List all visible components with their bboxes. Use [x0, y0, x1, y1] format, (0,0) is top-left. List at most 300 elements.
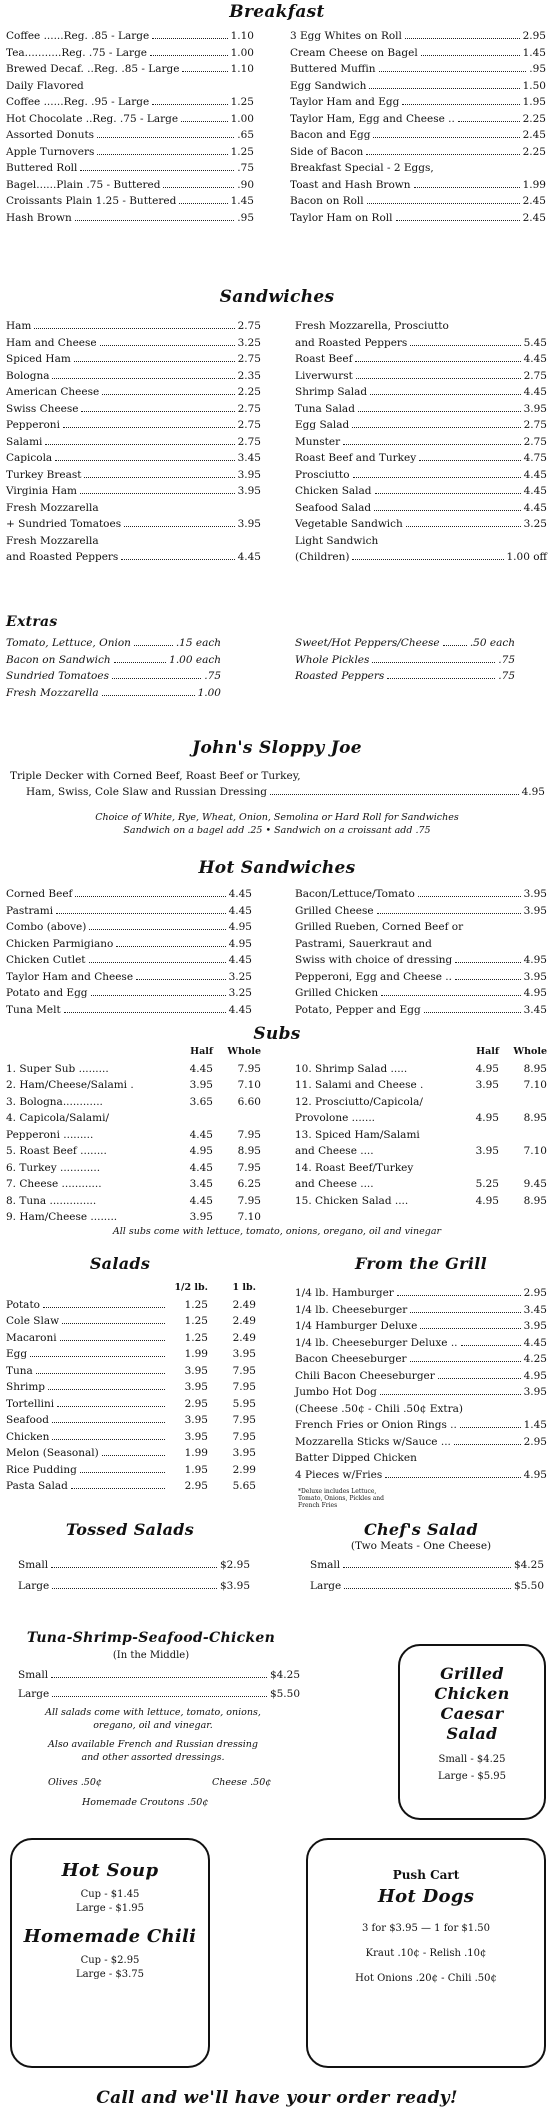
salad-note-line: and other assorted dressings.	[81, 1752, 225, 1763]
dot-leader	[89, 961, 226, 963]
dot-leader	[150, 54, 228, 56]
menu-item-row	[295, 1384, 547, 1401]
tuna-sub: (In the Middle)	[112, 1650, 190, 1661]
whole-price: 7.10	[237, 1211, 261, 1223]
salads-table	[6, 1280, 256, 1495]
dot-leader	[374, 509, 521, 511]
dot-leader	[369, 87, 519, 89]
item-price: 2.75	[523, 369, 547, 382]
dot-leader	[410, 1360, 521, 1362]
tossed-large-row	[18, 1578, 250, 1595]
price: $5.50	[513, 1579, 544, 1592]
item-name: 1/4 lb. Cheeseburger Deluxe ..	[295, 1336, 458, 1349]
menu-item-row	[295, 500, 547, 517]
menu-item-row	[295, 401, 547, 418]
item-name: 1/4 lb. Hamburger	[295, 1287, 394, 1299]
dot-leader	[455, 961, 520, 963]
item-price: 4.45	[228, 954, 252, 966]
salad-row	[6, 1429, 256, 1446]
dot-leader	[461, 1344, 521, 1346]
lb-price: 2.49	[232, 1298, 256, 1311]
item-price: 3.25	[237, 336, 261, 349]
whole-price: 7.10	[523, 1079, 547, 1091]
item-name: Bacon Cheeseburger	[295, 1353, 407, 1365]
menu-item-row	[295, 368, 547, 385]
item-price: 2.25	[237, 386, 261, 398]
dot-leader	[370, 393, 520, 395]
lb-price: 7.95	[232, 1364, 256, 1377]
half-header: Half	[190, 1046, 213, 1057]
dot-leader	[121, 558, 234, 560]
sub-name: 6. Turkey ............	[6, 1161, 101, 1174]
sloppy-note2: Sandwich on a bagel add .25 • Sandwich on a croissant add .75	[123, 825, 431, 836]
sub-row	[295, 1077, 547, 1094]
size-label: Large	[310, 1579, 342, 1592]
salad-note-line: Also available French and Russian dressing	[47, 1739, 259, 1750]
menu-item-row	[6, 160, 254, 177]
menu-item-row	[6, 111, 254, 128]
item-price: 1.00	[197, 686, 221, 699]
item-price: 2.95	[522, 30, 546, 42]
tossed-small-row	[18, 1557, 250, 1574]
item-price: 2.35	[237, 369, 261, 382]
item-name: Croissants Plain 1.25 - Buttered	[6, 195, 177, 207]
item-name: Virginia Ham	[6, 485, 77, 497]
item-name: Light Sandwich	[295, 534, 379, 547]
salads-list	[6, 1297, 256, 1495]
item-name: Roasted Peppers	[295, 670, 385, 682]
whole-price: 8.95	[237, 1145, 261, 1157]
item-price: 4.45	[523, 501, 547, 514]
lb-price: 7.95	[232, 1381, 256, 1393]
item-name: Shrimp Salad	[295, 386, 368, 398]
salad-name: Cole Slaw	[6, 1315, 60, 1327]
half-lb-price: 1.99	[184, 1447, 208, 1459]
item-name: Ham and Cheese	[6, 336, 97, 349]
menu-item-row	[6, 450, 261, 467]
item-name: Chicken Cutlet	[6, 954, 86, 966]
item-price: .75	[237, 162, 254, 174]
sub-name: 3. Bologna............	[6, 1095, 103, 1108]
menu-item-row	[6, 177, 254, 194]
menu-item-row	[6, 335, 261, 352]
salad-name: Seafood	[6, 1414, 49, 1426]
price: $2.95	[219, 1559, 250, 1571]
item-name: 1/4 lb. Cheeseburger	[295, 1303, 408, 1316]
salad-row	[6, 1462, 256, 1479]
item-name: Capicola	[6, 452, 53, 464]
salad-row	[6, 1346, 256, 1363]
item-price: 3.95	[523, 1386, 547, 1398]
dot-leader	[75, 895, 225, 897]
dot-leader	[356, 377, 521, 379]
dot-leader	[116, 945, 225, 947]
item-price: 1.45	[230, 195, 254, 207]
menu-item-row	[6, 668, 221, 685]
menu-item-row	[6, 368, 261, 385]
price: $4.25	[513, 1559, 544, 1571]
item-name: Turkey Breast	[6, 468, 82, 481]
dot-leader	[52, 1695, 267, 1697]
half-price: 3.95	[189, 1211, 213, 1223]
item-price: 4.45	[523, 485, 547, 497]
dot-leader	[377, 912, 521, 914]
dot-leader	[97, 136, 234, 138]
half-price: 4.95	[475, 1112, 499, 1124]
sub-name: and Cheese ....	[295, 1145, 374, 1157]
item-name: Egg Sandwich	[290, 79, 367, 92]
menu-item-row	[295, 549, 547, 566]
item-name: Taylor Ham and Egg	[290, 96, 400, 108]
dot-leader	[91, 994, 226, 996]
hot-left-list	[6, 886, 252, 1018]
dot-leader	[353, 476, 521, 478]
lb-price: 5.95	[232, 1397, 256, 1410]
dot-leader	[358, 410, 521, 412]
whole-price: 7.95	[237, 1062, 261, 1075]
lb-price: 7.95	[232, 1414, 256, 1426]
item-name: Seafood Salad	[295, 501, 372, 514]
size-label: Small	[18, 1669, 49, 1681]
menu-item-row	[295, 434, 547, 451]
item-price: 4.45	[523, 353, 547, 365]
dot-leader	[414, 186, 520, 188]
menu-item-row	[295, 1467, 547, 1484]
item-price: 1.00 each	[169, 653, 221, 666]
half-price: 4.45	[189, 1161, 213, 1174]
item-price: 1.25	[230, 145, 254, 158]
half-header: Half	[476, 1046, 499, 1057]
dot-leader	[136, 978, 226, 980]
item-price: 3.95	[237, 518, 261, 530]
menu-item-row	[6, 952, 252, 969]
tuna-small-row	[18, 1667, 300, 1684]
salads-header	[6, 1280, 256, 1297]
caesar-title-line: Grilled	[440, 1664, 504, 1683]
half-lb-price: 1.99	[184, 1348, 208, 1360]
item-name: Egg Salad	[295, 419, 350, 431]
item-name: 3 Egg Whites on Roll	[290, 30, 402, 42]
grill-note: *Deluxe includes Lettuce, Tomato, Onions, Pickles and French Fries	[298, 1488, 385, 1509]
half-price: 3.95	[475, 1079, 499, 1091]
menu-item-row	[290, 160, 546, 177]
item-price: .95	[237, 211, 254, 224]
item-price: 3.45	[523, 1303, 547, 1316]
caesar-title-line: Salad	[446, 1724, 498, 1743]
item-price: 1.10	[230, 30, 254, 42]
extras-title: Extras	[6, 614, 58, 630]
tuna-title: Tuna-Shrimp-Seafood-Chicken	[26, 1630, 276, 1646]
sloppy-desc	[10, 768, 545, 801]
soup-large: Large - $1.95	[75, 1903, 145, 1914]
dot-leader	[100, 344, 235, 346]
menu-item-row	[6, 549, 261, 566]
item-name: Hash Brown	[6, 211, 72, 224]
dot-leader	[424, 1011, 521, 1013]
menu-item-row	[6, 127, 254, 144]
item-name: American Cheese	[6, 386, 100, 398]
menu-item-row	[295, 969, 547, 986]
menu-item-row	[6, 61, 254, 78]
whole-price: 7.95	[237, 1194, 261, 1207]
dot-leader	[80, 169, 234, 171]
menu-item-row	[295, 384, 547, 401]
item-name: Bacon/Lettuce/Tomato	[295, 888, 415, 900]
sloppy-line2: Ham, Swiss, Cole Slaw and Russian Dressing	[26, 786, 267, 798]
salad-row	[6, 1297, 256, 1314]
menu-item-row	[6, 94, 254, 111]
subs-left-list	[6, 1061, 261, 1226]
menu-item-row	[295, 483, 547, 500]
item-name: (Cheese .50¢ - Chili .50¢ Extra)	[295, 1402, 463, 1415]
item-price: .75	[498, 653, 515, 666]
menu-item-row	[295, 351, 547, 368]
item-name: Taylor Ham and Cheese	[6, 970, 134, 983]
size-label: Large	[18, 1579, 50, 1592]
salad-row	[6, 1396, 256, 1413]
item-name: Roast Beef	[295, 353, 353, 365]
item-name: Corned Beef	[6, 888, 73, 900]
item-price: 4.95	[523, 1468, 547, 1481]
item-name: Chicken Parmigiano	[6, 937, 114, 950]
item-name: Daily Flavored	[6, 79, 84, 92]
dot-leader	[343, 1566, 511, 1568]
sloppy-title: John's Sloppy Joe	[192, 738, 362, 758]
item-name: Buttered Muffin	[290, 63, 376, 75]
dot-leader	[438, 1377, 521, 1379]
menu-item-row	[295, 886, 547, 903]
item-name: Tuna Melt	[6, 1003, 61, 1016]
menu-item-row	[290, 111, 546, 128]
item-name: + Sundried Tomatoes	[6, 518, 122, 530]
half-lb-price: 3.95	[184, 1381, 208, 1393]
item-price: .65	[237, 129, 254, 141]
lb-price: 3.95	[232, 1348, 256, 1360]
item-price: .95	[529, 63, 546, 75]
item-name: Cream Cheese on Bagel	[290, 46, 418, 59]
dot-leader	[52, 377, 234, 379]
dot-leader	[460, 1426, 521, 1428]
dot-leader	[34, 327, 234, 329]
menu-item-row	[295, 635, 515, 652]
item-name: Munster	[295, 435, 341, 448]
item-name: Grilled Chicken	[295, 987, 379, 999]
menu-item-row	[295, 668, 515, 685]
item-name: Potato and Egg	[6, 987, 88, 999]
menu-item-row	[290, 210, 546, 227]
dot-leader	[443, 644, 467, 646]
dot-leader	[381, 994, 520, 996]
item-price: 3.95	[237, 468, 261, 481]
dot-leader	[45, 443, 234, 445]
sloppy-line2-row	[10, 784, 545, 801]
menu-item-row	[6, 516, 261, 533]
item-name: Pastrami, Sauerkraut and	[295, 937, 432, 950]
dot-leader	[179, 202, 227, 204]
dot-leader	[63, 426, 235, 428]
sub-name: 7. Cheese ............	[6, 1178, 102, 1190]
item-name: Whole Pickles	[295, 653, 370, 666]
item-price: 1.50	[522, 79, 546, 92]
half-price: 5.25	[475, 1178, 499, 1190]
half-price: 4.45	[189, 1128, 213, 1141]
menu-item-row	[6, 384, 261, 401]
dot-leader	[30, 1355, 165, 1357]
subs-right-header	[295, 1044, 547, 1061]
dot-leader	[152, 103, 227, 105]
extras-left-list	[6, 635, 221, 701]
dot-leader	[56, 912, 226, 914]
whole-price: 8.95	[523, 1062, 547, 1075]
item-name: Apple Turnovers	[6, 145, 95, 158]
item-name: Coffee ......Reg. .95 - Large	[6, 96, 150, 108]
item-name: Pepperoni, Egg and Cheese ..	[295, 970, 452, 983]
dot-leader	[410, 344, 520, 346]
subs-title: Subs	[253, 1024, 301, 1044]
dot-leader	[52, 1421, 165, 1423]
menu-item-row	[290, 94, 546, 111]
dot-leader	[51, 1676, 267, 1678]
lb-price: 2.99	[232, 1463, 256, 1476]
breakfast-right-list	[290, 28, 546, 226]
price: $3.95	[219, 1579, 250, 1592]
whole-header: Whole	[227, 1046, 261, 1057]
menu-item-row	[6, 533, 261, 550]
salad-row	[6, 1478, 256, 1495]
footer-tagline: Call and we'll have your order ready!	[96, 2088, 458, 2108]
hot-title: Hot Sandwiches	[198, 858, 356, 878]
item-price: 2.45	[522, 129, 546, 141]
dot-leader	[343, 443, 520, 445]
dot-leader	[64, 1011, 226, 1013]
sloppy-price: 4.95	[521, 786, 545, 798]
sub-name: 13. Spiced Ham/Salami	[295, 1128, 420, 1141]
chef-prices	[310, 1557, 544, 1594]
dot-leader	[385, 1476, 520, 1478]
item-price: 3.95	[523, 1320, 547, 1332]
item-name: Pepperoni	[6, 419, 60, 431]
pushcart-title1: Push Cart	[392, 1868, 460, 1882]
item-price: .75	[204, 670, 221, 682]
sub-name: Provolone .......	[295, 1112, 376, 1124]
salad-note-line: oregano, oil and vinegar.	[93, 1720, 213, 1731]
caesar-large: Large - $5.95	[437, 1771, 507, 1782]
salad-row	[6, 1313, 256, 1330]
dot-leader	[352, 558, 503, 560]
item-price: 3.95	[523, 888, 547, 900]
item-name: Chicken Salad	[295, 485, 372, 497]
item-price: 3.95	[523, 904, 547, 917]
sub-row	[295, 1176, 547, 1193]
item-price: 4.75	[523, 452, 547, 464]
item-name: Sundried Tomatoes	[6, 670, 109, 682]
dot-leader	[454, 1443, 521, 1445]
menu-item-row	[295, 417, 547, 434]
menu-item-row	[295, 652, 515, 669]
sub-name: 4. Capicola/Salami/	[6, 1112, 110, 1124]
dot-leader	[102, 393, 234, 395]
item-price: 2.25	[522, 145, 546, 158]
menu-item-row	[295, 533, 547, 550]
subs-left	[6, 1044, 261, 1226]
item-name: Roast Beef and Turkey	[295, 452, 417, 464]
menu-item-row	[6, 500, 261, 517]
sub-name: 8. Tuna ..............	[6, 1194, 97, 1207]
dot-leader	[344, 1587, 511, 1589]
dot-leader	[402, 103, 519, 105]
salad-row	[6, 1445, 256, 1462]
lb-price: 5.65	[232, 1480, 256, 1492]
item-price: 1.25	[230, 96, 254, 108]
dot-leader	[396, 219, 520, 221]
menu-item-row	[290, 193, 546, 210]
dot-leader	[52, 1438, 165, 1440]
item-price: .75	[498, 670, 515, 682]
item-price: 2.75	[237, 402, 261, 415]
menu-item-row	[6, 210, 254, 227]
dot-leader	[55, 459, 234, 461]
cheese-price: Cheese .50¢	[212, 1777, 272, 1788]
item-price: 3.95	[523, 970, 547, 983]
price: $5.50	[269, 1687, 300, 1700]
dot-leader	[181, 120, 228, 122]
menu-item-row	[6, 635, 221, 652]
olives-price: Olives .50¢	[48, 1777, 102, 1788]
item-price: 4.45	[228, 904, 252, 917]
breakfast-left-list	[6, 28, 254, 226]
sandwiches-title: Sandwiches	[219, 287, 335, 307]
item-price: 4.45	[228, 888, 252, 900]
item-price: 1.95	[522, 96, 546, 108]
item-name: and Roasted Peppers	[295, 336, 408, 349]
lb-price: 2.49	[232, 1331, 256, 1344]
menu-item-row	[6, 886, 252, 903]
dot-leader	[60, 1339, 165, 1341]
item-price: 1.00	[230, 112, 254, 125]
sub-row	[6, 1160, 261, 1177]
half-lb-price: 1.25	[184, 1315, 208, 1327]
item-name: Potato, Pepper and Egg	[295, 1003, 421, 1016]
item-name: Bacon on Sandwich	[6, 653, 111, 666]
sub-name: 11. Salami and Cheese .	[295, 1079, 424, 1091]
chili-cup: Cup - $2.95	[80, 1955, 140, 1966]
menu-item-row	[6, 401, 261, 418]
menu-item-row	[295, 936, 547, 953]
item-name: Breakfast Special - 2 Eggs,	[290, 162, 434, 174]
size-label: Large	[18, 1687, 50, 1700]
sub-row	[6, 1209, 261, 1226]
item-name: Fresh Mozzarella	[6, 686, 99, 699]
menu-item-row	[6, 417, 261, 434]
item-name: Ham	[6, 320, 32, 332]
dot-leader	[80, 492, 235, 494]
dot-leader	[270, 793, 519, 795]
dot-leader	[36, 1372, 165, 1374]
item-name: Taylor Ham on Roll	[290, 211, 393, 224]
menu-item-row	[290, 144, 546, 161]
salad-name: Pasta Salad	[6, 1480, 68, 1492]
chef-sub: (Two Meats - One Cheese)	[350, 1540, 492, 1552]
half-lb-price: 3.95	[184, 1430, 208, 1443]
item-name: Jumbo Hot Dog	[295, 1386, 377, 1398]
item-price: 4.95	[523, 954, 547, 966]
salad-row	[6, 1363, 256, 1380]
item-name: Pastrami	[6, 904, 54, 917]
half-lb-price: 3.95	[184, 1364, 208, 1377]
menu-item-row	[6, 919, 252, 936]
dot-leader	[373, 136, 519, 138]
whole-price: 9.45	[523, 1178, 547, 1190]
